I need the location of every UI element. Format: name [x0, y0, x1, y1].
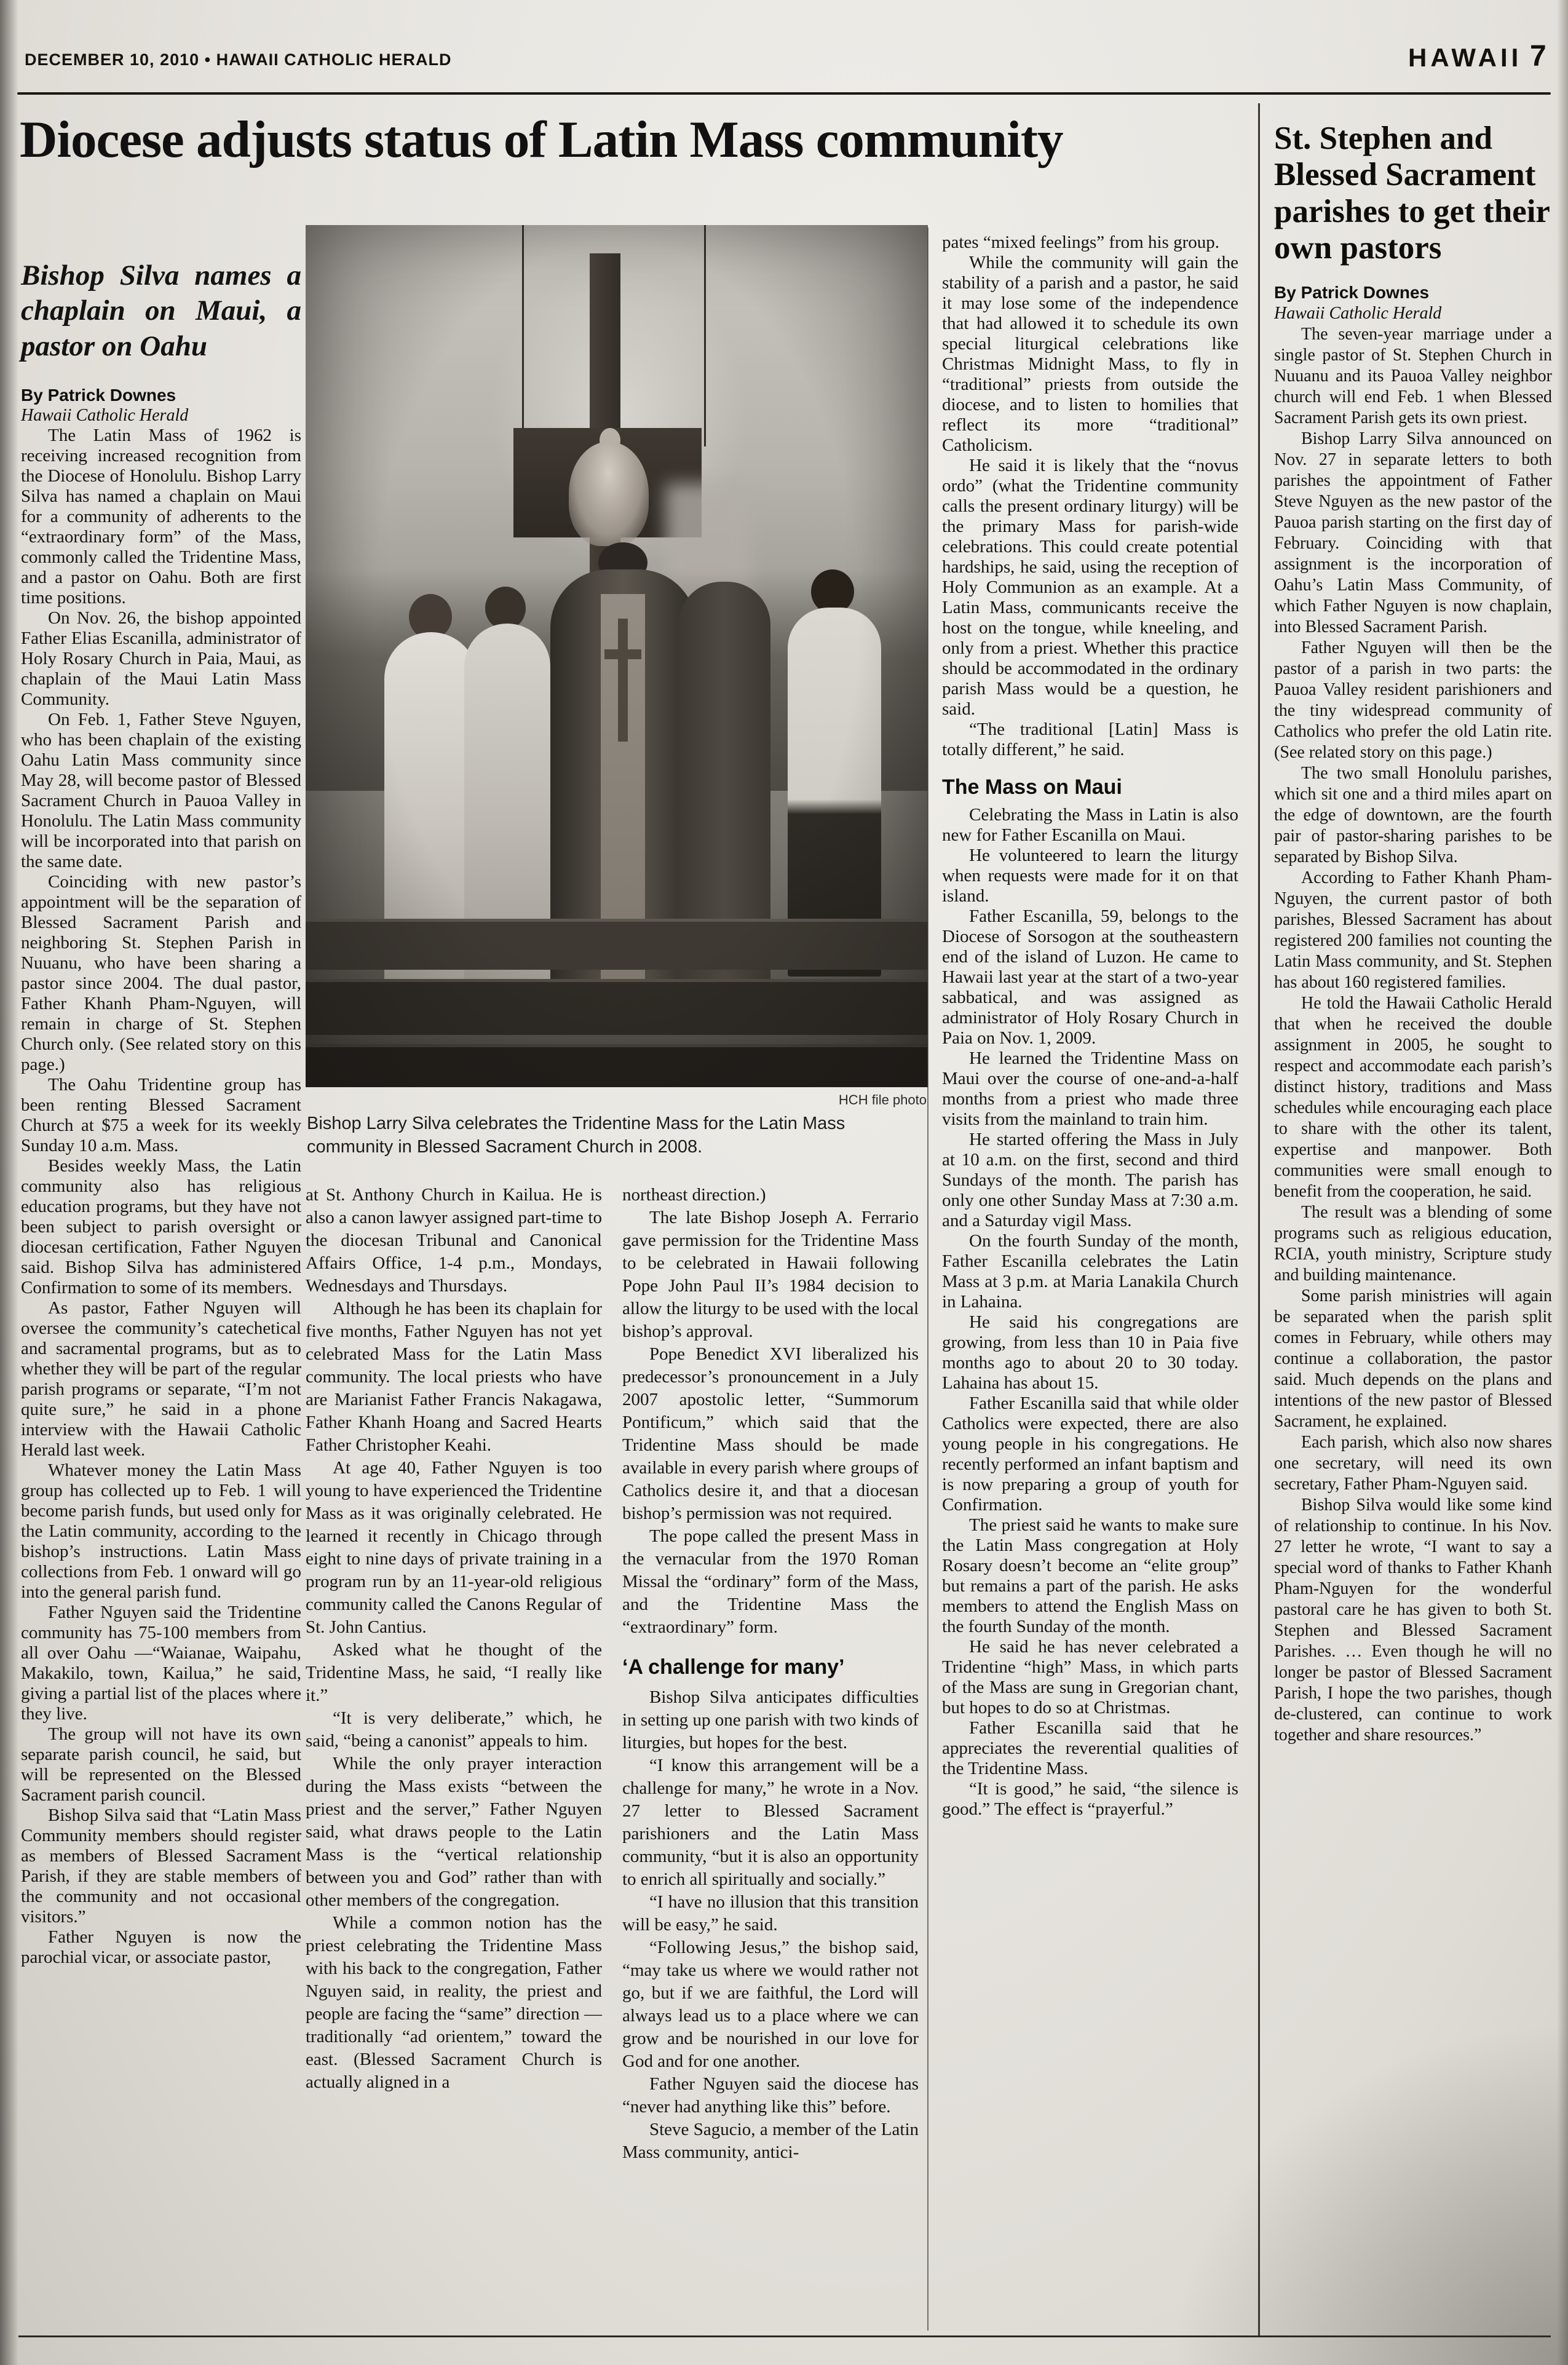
photo-credit: HCH file photo: [838, 1092, 927, 1107]
column-divider-rule: [927, 228, 929, 2331]
article-paragraph: According to Father Khanh Pham-Nguyen, the current pastor of both parishes, Blessed Sacrament has about registered 200 families not counting the Latin Mass community, and St. Stephen has about 160 registered families.: [1274, 868, 1552, 992]
article-paragraph: He told the Hawaii Catholic Herald that when he received the double assignment in 2005, he sought to respect and accommodate each parish’s distinct history, traditions and Mass schedules while encouraging each place to share with the other its talent, expertise and manpower. Both communities were small enough to benefit from the cooperation, he said.: [1274, 994, 1552, 1202]
article-paragraph: Father Nguyen said the diocese has “never had anything like this” before.: [622, 2074, 919, 2117]
article-paragraph: Father Escanilla said that he appreciates the reverential qualities of the Tridentine Mass.: [942, 1718, 1238, 1778]
photo-vignette: [306, 225, 928, 1087]
article-paragraph: Each parish, which also now shares one secretary, will need its own secretary, Father Pham-Nguyen said.: [1274, 1433, 1552, 1494]
article-paragraph: On Nov. 26, the bishop appointed Father Elias Escanilla, administrator of Holy Rosary Church in Paia, Maui, as chaplain of the Maui Latin Mass Community.: [21, 608, 301, 709]
article-paragraph: He started offering the Mass in July at 10 a.m. on the first, second and third Sundays of the month. The parish has only one other Sunday Mass at 7:30 a.m. and a Saturday vigil Mass.: [942, 1130, 1238, 1230]
article-paragraph: He said his congregations are growing, from less than 10 in Paia five months ago to about 20 to 30 today. Lahaina has about 15.: [942, 1312, 1238, 1393]
article-paragraph: Besides weekly Mass, the Latin community also has religious education programs, but they have not been subject to parish oversight or diocesan certification, Father Nguyen said. Bishop Silva has administered Confirmation to some of its members.: [21, 1155, 301, 1297]
article-paragraph: He volunteered to learn the liturgy when requests were made for it on that island.: [942, 846, 1238, 906]
article-paragraph: Bishop Silva would like some kind of relationship to continue. In his Nov. 27 letter he wrote, “I want to say a special word of thanks to Father Khanh Pham-Nguyen for the wonderful pastoral care he has given to both St. Stephen and Blessed Sacrament Parishes. … Even though he will no longer be pastor of Blessed Sacrament Parish, I hope the two parishes, though de-clustered, can continue to work together and share resources.”: [1274, 1495, 1552, 1745]
article-paragraph: The Oahu Tridentine group has been renting Blessed Sacrament Church at $75 a week for its weekly Sunday 10 a.m. Mass.: [21, 1074, 301, 1155]
article-paragraph: On Feb. 1, Father Steve Nguyen, who has been chaplain of the existing Oahu Latin Mass community since May 28, will become pastor of Blessed Sacrament Church in Pauoa Valley in Honolulu. The Latin Mass community will be incorporated into that parish on the same date.: [21, 709, 301, 871]
article-paragraph: The Latin Mass of 1962 is receiving increased recognition from the Diocese of Honolulu. Bishop Larry Silva has named a chaplain on Maui for a community of adherents to the “extraordinary form” of the Mass, commonly called the Tridentine Mass, and a pastor on Oahu. Both are first time positions.: [21, 425, 301, 608]
photo-caption: Bishop Larry Silva celebrates the Tridentine Mass for the Latin Mass community in Blessed Sacrament Church in 2008.: [307, 1114, 845, 1157]
article-paragraph: “The traditional [Latin] Mass is totally different,” he said.: [942, 719, 1238, 759]
article-paragraph: Bishop Larry Silva announced on Nov. 27 in separate letters to both parishes the appointment of Father Steve Nguyen as the new pastor of the Pauoa parish starting on the first day of February. Coinciding with that assignment is the incorporation of Oahu’s Latin Mass Community, of which Father Nguyen is now chaplain, into Blessed Sacrament Parish.: [1274, 429, 1552, 637]
article-paragraph: Father Nguyen said the Tridentine community has 75-100 members from all over Oahu —“Waianae, Waipahu, Makakilo, town, Kailua,” he said, giving a partial list of the places where they live.: [21, 1602, 301, 1724]
article-paragraph: Father Nguyen will then be the pastor of a parish in two parts: the Pauoa Valley resident parishioners and the tiny widespread community of Catholics who prefer the old Latin rite. (See related story on this page.): [1274, 638, 1552, 763]
article-paragraph: pates “mixed feelings” from his group.: [942, 232, 1219, 252]
article-paragraph: Although he has been its chaplain for five months, Father Nguyen has not yet celebrated Mass for the Latin Mass community. The local priests who have are Marianist Father Francis Nakagawa, Father Khanh Hoang and Sacred Hearts Father Christopher Keahi.: [306, 1299, 602, 1455]
article-paragraph: The priest said he wants to make sure the Latin Mass congregation at Holy Rosary doesn’t become an “elite group” but remains a part of the parish. He asks members to attend the English Mass on the fourth Sunday of the month.: [942, 1515, 1238, 1636]
main-article-column-3: [622, 1184, 919, 2164]
subhead-a-challenge-for-many: ‘A challenge for many’: [622, 1655, 845, 1679]
article-paragraph: The seven-year marriage under a single pastor of St. Stephen Church in Nuuanu and its Pauoa Valley neighbor church will end Feb. 1 when Blessed Sacrament Parish gets its own priest.: [1274, 325, 1552, 428]
corner-shadow: [1138, 1996, 1568, 2365]
article-paragraph: He said it is likely that the “novus ordo” (what the Tridentine community calls the present ordinary liturgy) will be the primary Mass for parish-wide celebrations. This could create potential hardships, he said, using the reception of Holy Communion as an example. At a Latin Mass, communicants receive the host on the tongue, while kneeling, and only from a priest. Whether this practice should be accommodated in the ordinary parish Mass would be a question, he said.: [942, 456, 1238, 719]
article-paragraph: “Following Jesus,” the bishop said, “may take us where we would rather not go, but if we are faithful, the Lord will always lead us to a place where we can grow and be nourished in our love for God and for one another.: [622, 1938, 919, 2071]
deck-headline: Bishop Silva names a chaplain on Maui, a pastor on Oahu: [21, 259, 301, 362]
sidebar-byline-organization: Hawaii Catholic Herald: [1274, 304, 1442, 323]
article-paragraph: Bishop Silva anticipates difficulties in setting up one parish with two kinds of liturgies, but hopes for the best.: [622, 1687, 919, 1753]
article-paragraph: While a common notion has the priest celebrating the Tridentine Mass with his back to the congregation, Father Nguyen said, in reality, the priest and people are facing the “same” direction — traditionally “ad orientem,” toward the east. (Blessed Sacrament Church is actually aligned in a: [306, 1913, 602, 2092]
article-paragraph: “I know this arrangement will be a challenge for many,” he wrote in a Nov. 27 letter to Blessed Sacrament parishioners and the Latin Mass community, “but it is also an opportunity to enrich all spiritually and socially.”: [622, 1756, 919, 1889]
article-paragraph: Some parish ministries will again be separated when the parish split comes in February, while others may continue a collaboration, the pastor said. Much depends on the plans and intentions of the new pastor of Blessed Sacrament, he explained.: [1274, 1286, 1552, 1432]
main-headline: Diocese adjusts status of Latin Mass community: [20, 111, 1063, 168]
sidebar-byline: By Patrick Downes: [1274, 283, 1430, 303]
sidebar-headline: St. Stephen and Blessed Sacrament parishes to get their own pastors: [1274, 121, 1550, 266]
header-rule: [17, 92, 1551, 95]
article-paragraph: “I have no illusion that this transition will be easy,” he said.: [622, 1892, 919, 1935]
article-paragraph: The group will not have its own separate parish council, he said, but will be represented on the Blessed Sacrament parish council.: [21, 1724, 301, 1805]
article-paragraph: On the fourth Sunday of the month, Father Escanilla celebrates the Latin Mass at 3 p.m. at Maria Lanakila Church in Lahaina.: [942, 1231, 1238, 1312]
article-paragraph: He learned the Tridentine Mass on Maui over the course of one-and-a-half months from a priest who made three visits from the mainland to train him.: [942, 1048, 1238, 1129]
article-paragraph: Steve Sagucio, a member of the Latin Mass community, antici-: [622, 2120, 919, 2162]
article-paragraph: At age 40, Father Nguyen is too young to have experienced the Tridentine Mass as it was originally celebrated. He learned it recently in Chicago through eight to nine days of private training in a program run by an 11-year-old religious community called the Canons Regular of St. John Cantius.: [306, 1458, 602, 1637]
article-paragraph: He said he has never celebrated a Tridentine “high” Mass, in which parts of the Mass are sung in Gregorian chant, but hopes to do so at Christmas.: [942, 1637, 1238, 1717]
page-spine-shadow: [0, 0, 18, 2365]
byline-organization: Hawaii Catholic Herald: [21, 405, 189, 425]
main-article-column-1: [21, 258, 301, 1968]
article-paragraph: Coinciding with new pastor’s appointment will be the separation of Blessed Sacrament Parish and neighboring St. Stephen Parish in Nuuanu, who have been sharing a pastor since 2004. The dual pastor, Father Khanh Pham-Nguyen, will remain in charge of St. Stephen Church only. (See related story on this page.): [21, 871, 301, 1074]
article-paragraph: Father Nguyen is now the parochial vicar, or associate pastor,: [21, 1927, 301, 1967]
article-paragraph: Asked what he thought of the Tridentine Mass, he said, “I really like it.”: [306, 1640, 602, 1705]
article-paragraph: Pope Benedict XVI liberalized his predecessor’s pronouncement in a July 2007 apostolic letter, “Summorum Pontificum,” which said that the Tridentine Mass should be made available in every parish where groups of Catholics desire it, and that a diocesan bishop’s permission was not required.: [622, 1344, 919, 1523]
masthead-date-title: DECEMBER 10, 2010 • HAWAII CATHOLIC HERALD: [25, 50, 452, 69]
article-paragraph: “It is very deliberate,” which, he said, “being a canonist” appeals to him.: [306, 1708, 602, 1751]
article-paragraph: “It is good,” he said, “the silence is good.” The effect is “prayerful.”: [942, 1779, 1238, 1819]
bottom-rule: [18, 2335, 1551, 2337]
article-paragraph: Father Escanilla, 59, belongs to the Diocese of Sorsogon at the southeastern end of the island of Luzon. He came to Hawaii last year at the start of a two-year sabbatical, and was assigned as administrator of Holy Rosary Church in Paia on Nov. 1, 2009.: [942, 906, 1238, 1048]
article-paragraph: Bishop Silva said that “Latin Mass Community members should register as members of Blessed Sacrament Parish, if they are stable members of the community and not occasional visitors.”: [21, 1805, 301, 1927]
byline: By Patrick Downes: [21, 385, 176, 405]
article-paragraph: Celebrating the Mass in Latin is also new for Father Escanilla on Maui.: [942, 805, 1238, 845]
mass-photo-illustration: [306, 225, 928, 1087]
article-paragraph: northeast direction.): [622, 1185, 766, 1205]
article-paragraph: While the community will gain the stability of a parish and a pastor, he said it may lose some of the independence that had allowed it to schedule its own special liturgical celebrations like Christmas Midnight Mass, to fly in “traditional” priests from outside the diocese, and to listen to homilies that reflect its more “traditional” Catholicism.: [942, 253, 1238, 455]
page-edge-shadow: [1557, 0, 1568, 2365]
subhead-the-mass-on-maui: The Mass on Maui: [942, 775, 1122, 799]
article-paragraph: Whatever money the Latin Mass group has collected up to Feb. 1 will become parish funds, but used only for the Latin community, according to the bishop’s instructions. Latin Mass collections from Feb. 1 onward will go into the general parish fund.: [21, 1460, 301, 1602]
article-paragraph: at St. Anthony Church in Kailua. He is also a canon lawyer assigned part-time to the diocesan Tribunal and Canonical Affairs Office, 1-4 p.m., Mondays, Wednesdays and Thursdays.: [306, 1185, 602, 1296]
article-paragraph: The two small Honolulu parishes, which sit one and a third miles apart on the edge of downtown, are the fourth pair of pastor-sharing parishes to be separated by Bishop Silva.: [1274, 764, 1552, 867]
mass-photo-figure: [306, 225, 928, 1159]
main-article-column-4: [942, 232, 1238, 1820]
page-number: 7: [1530, 40, 1546, 73]
article-paragraph: While the only prayer interaction during the Mass exists “between the priest and the server,” Father Nguyen said, what draws people to the Latin Mass is the “vertical relationship between you and God” rather than with other members of the congregation.: [306, 1754, 602, 1910]
section-label: HAWAII: [1408, 43, 1522, 72]
article-paragraph: The pope called the present Mass in the vernacular from the 1970 Roman Missal the “ordinary” form of the Mass, and the Tridentine Mass the “extraordinary” form.: [622, 1526, 919, 1637]
article-paragraph: Father Escanilla said that while older Catholics were expected, there are also young people in his congregations. He recently performed an infant baptism and is now preparing a group of youth for Confirmation.: [942, 1393, 1238, 1515]
sidebar-divider-rule: [1258, 103, 1260, 2335]
sidebar-article: [1274, 121, 1552, 1746]
article-paragraph: The result was a blending of some programs such as religious education, RCIA, youth ministry, Scripture study and building maintenance.: [1274, 1203, 1552, 1285]
article-paragraph: As pastor, Father Nguyen will oversee the community’s catechetical and sacramental programs, but as to whether they will be part of the regular parish programs or separate, “I’m not quite sure,” he said in a phone interview with the Hawaii Catholic Herald last week.: [21, 1297, 301, 1460]
main-article-column-2: [306, 1184, 602, 2094]
article-paragraph: The late Bishop Joseph A. Ferrario gave permission for the Tridentine Mass to be celebrated in Hawaii following Pope John Paul II’s 1984 decision to allow the liturgy to be used with the local bishop’s approval.: [622, 1208, 919, 1341]
